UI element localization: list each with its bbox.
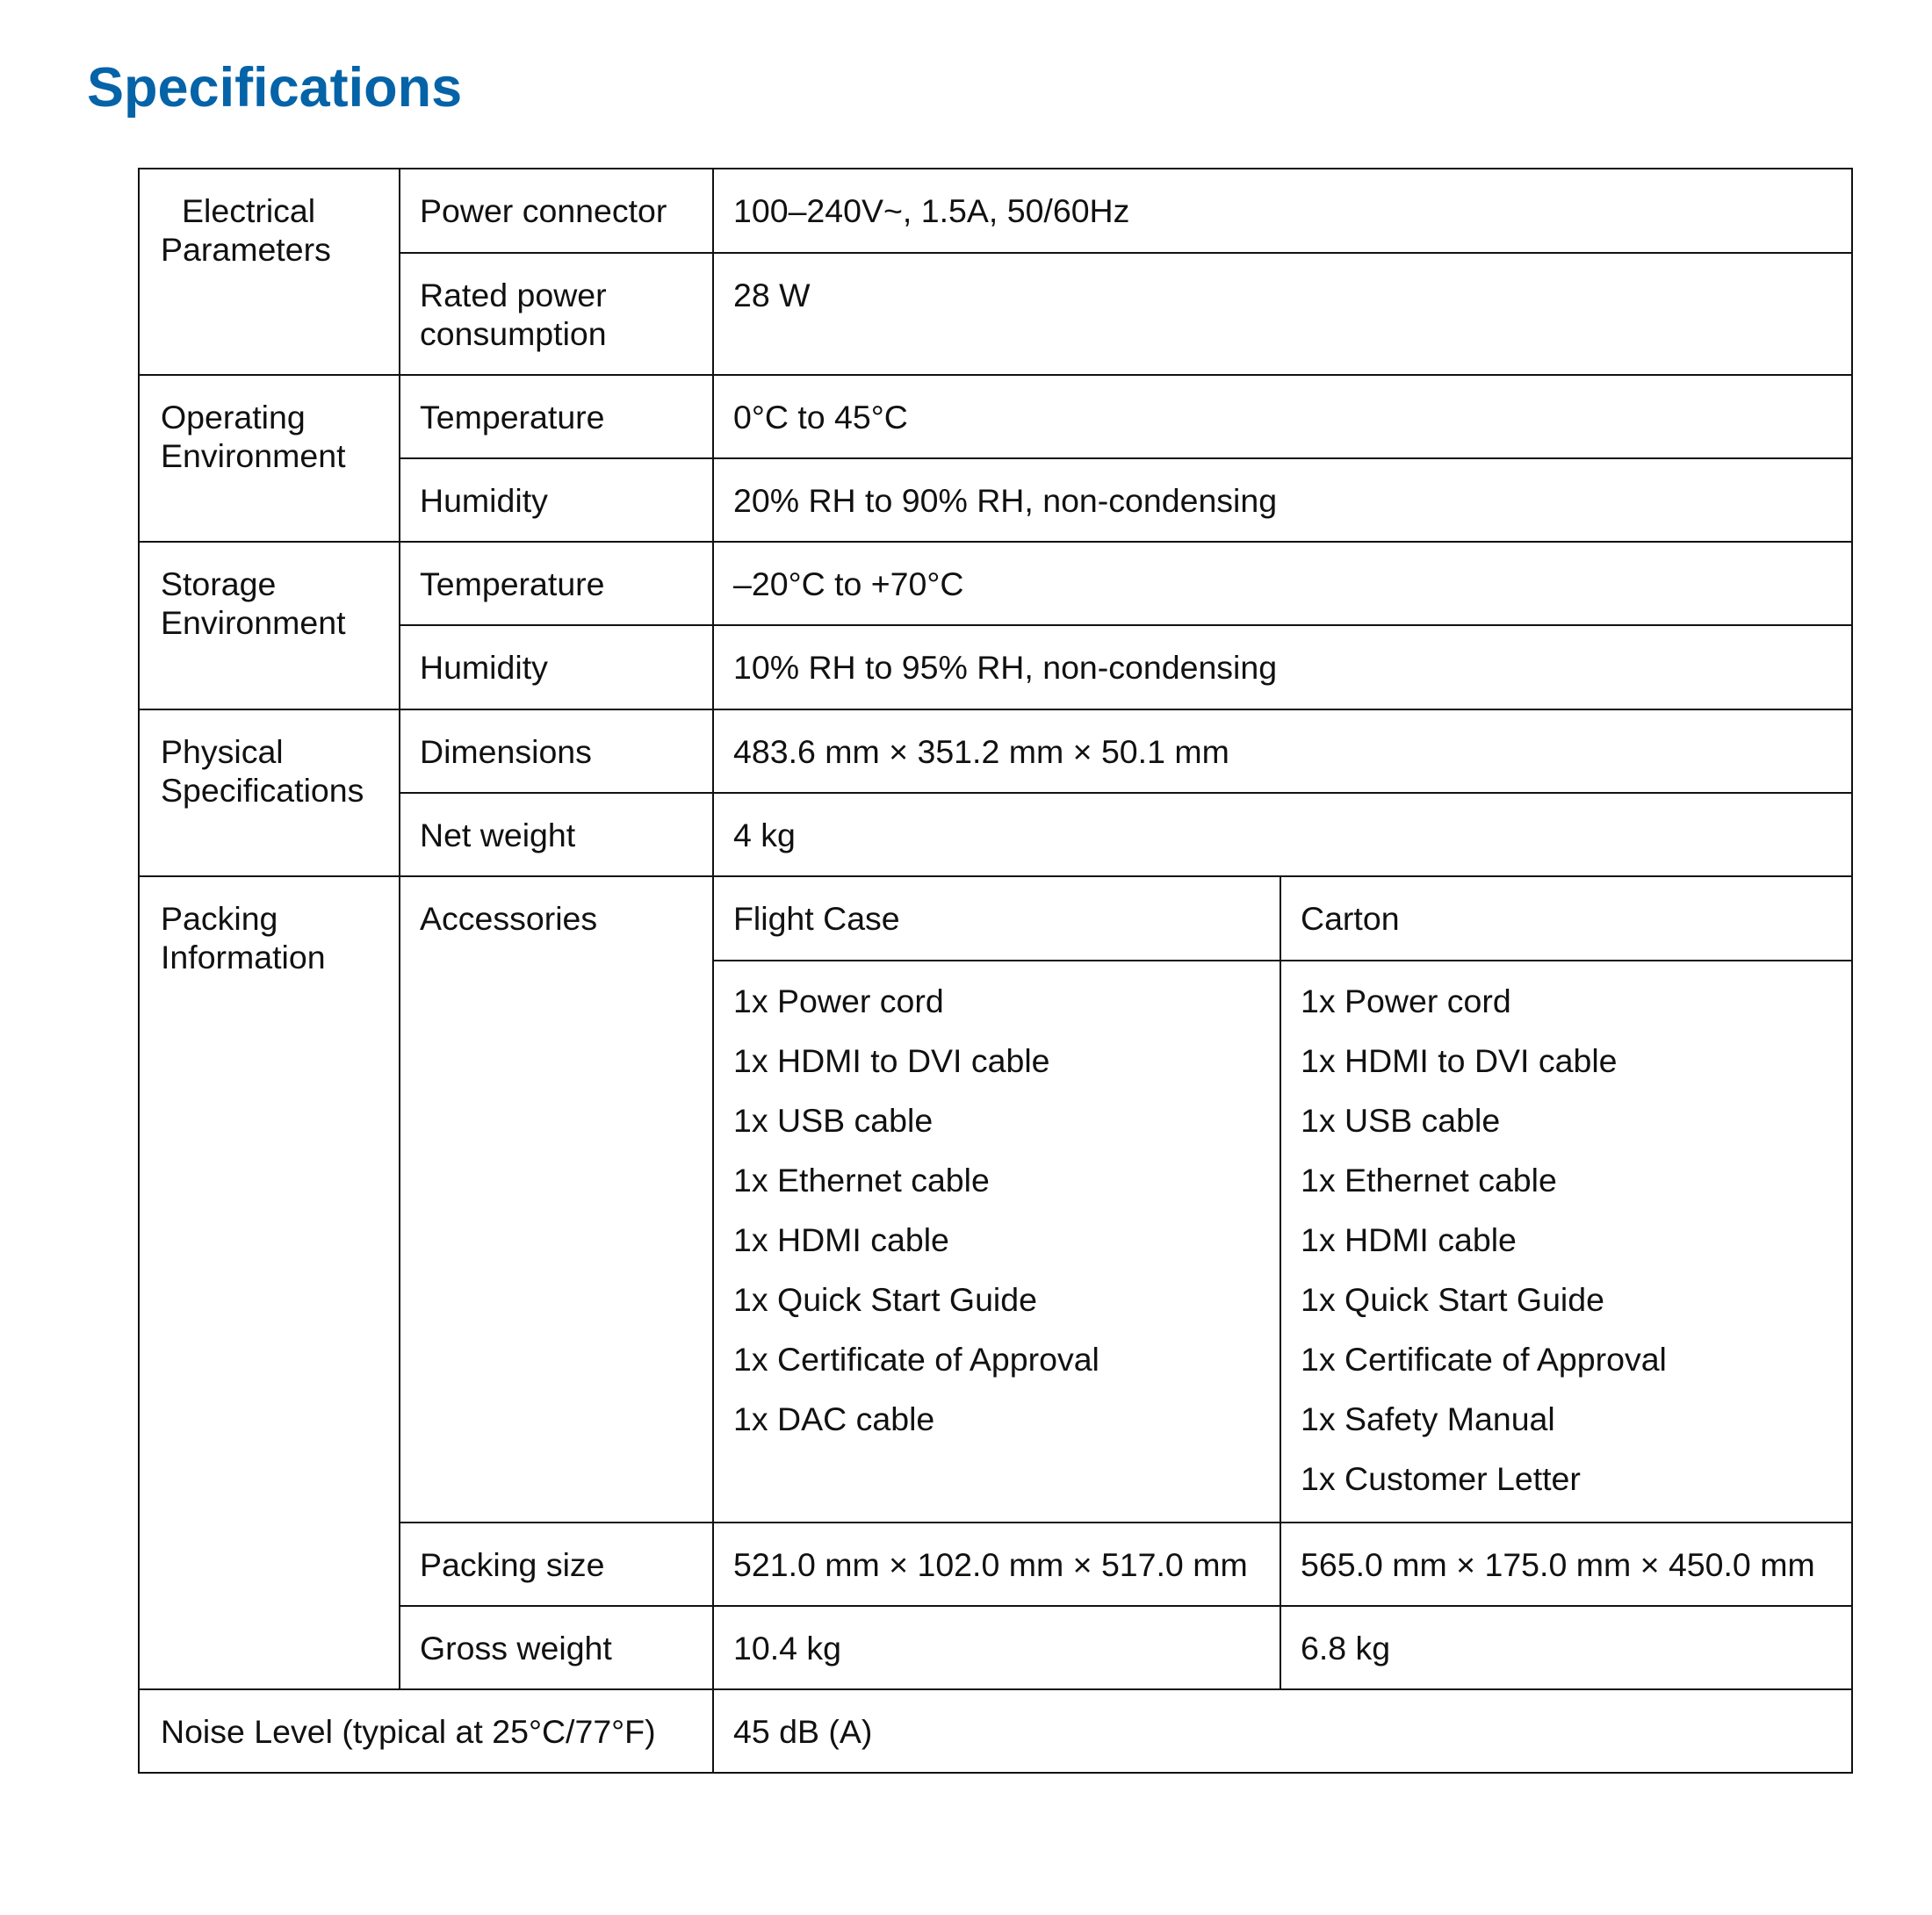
list-item: 1x Ethernet cable bbox=[733, 1162, 990, 1199]
row-label-storage-humidity: Humidity bbox=[399, 624, 714, 710]
column-header-flight-case: Flight Case bbox=[712, 875, 1281, 961]
list-item: 1x Safety Manual bbox=[1301, 1400, 1555, 1437]
list-item: 1x USB cable bbox=[1301, 1102, 1501, 1139]
row-value-packing-size-flight-case: 521.0 mm × 102.0 mm × 517.0 mm bbox=[712, 1522, 1281, 1607]
row-label-packing-size: Packing size bbox=[399, 1522, 714, 1607]
list-item: 1x Certificate of Approval bbox=[1301, 1341, 1667, 1378]
flight-case-accessories-list bbox=[712, 960, 1281, 1523]
list-item: 1x Ethernet cable bbox=[1301, 1162, 1557, 1199]
carton-accessories-list bbox=[1280, 960, 1853, 1523]
group-label: Electrical Parameters bbox=[161, 192, 331, 268]
row-value-gross-weight-flight-case: 10.4 kg bbox=[712, 1605, 1281, 1690]
row-value-noise-level: 45 dB (A) bbox=[712, 1688, 1853, 1774]
row-label-operating-temperature: Temperature bbox=[399, 374, 714, 459]
group-operating-environment: Operating Environment bbox=[138, 374, 400, 543]
row-value-packing-size-carton: 565.0 mm × 175.0 mm × 450.0 mm bbox=[1280, 1522, 1853, 1607]
row-value-net-weight: 4 kg bbox=[712, 792, 1853, 877]
group-electrical-parameters bbox=[138, 168, 400, 376]
list-item: 1x DAC cable bbox=[733, 1400, 935, 1437]
row-label-noise-level: Noise Level (typical at 25°C/77°F) bbox=[138, 1688, 714, 1774]
row-label-power-connector: Power connector bbox=[399, 168, 714, 254]
row-label-rated-power: Rated power consumption bbox=[399, 252, 714, 376]
column-header-carton: Carton bbox=[1280, 875, 1853, 961]
list-item: 1x HDMI cable bbox=[733, 1221, 949, 1258]
row-value-gross-weight-carton: 6.8 kg bbox=[1280, 1605, 1853, 1690]
row-label-storage-temperature: Temperature bbox=[399, 541, 714, 626]
row-label-accessories: Accessories bbox=[399, 875, 714, 1523]
row-label-operating-humidity: Humidity bbox=[399, 457, 714, 543]
row-label-gross-weight: Gross weight bbox=[399, 1605, 714, 1690]
row-value-storage-humidity: 10% RH to 95% RH, non-condensing bbox=[712, 624, 1853, 710]
list-item: 1x HDMI cable bbox=[1301, 1221, 1517, 1258]
row-value-operating-humidity: 20% RH to 90% RH, non-condensing bbox=[712, 457, 1853, 543]
page-title: Specifications bbox=[87, 57, 463, 119]
list-item: 1x HDMI to DVI cable bbox=[733, 1042, 1050, 1079]
list-item: 1x Quick Start Guide bbox=[1301, 1281, 1604, 1318]
list-item: 1x Certificate of Approval bbox=[733, 1341, 1099, 1378]
group-packing-information: Packing Information bbox=[138, 875, 400, 1690]
group-physical-specifications: Physical Specifications bbox=[138, 709, 400, 877]
row-value-storage-temperature: –20°C to +70°C bbox=[712, 541, 1853, 626]
row-value-dimensions: 483.6 mm × 351.2 mm × 50.1 mm bbox=[712, 709, 1853, 794]
list-item: 1x Quick Start Guide bbox=[733, 1281, 1037, 1318]
row-label-dimensions: Dimensions bbox=[399, 709, 714, 794]
row-label-net-weight: Net weight bbox=[399, 792, 714, 877]
row-value-power-connector: 100–240V~, 1.5A, 50/60Hz bbox=[712, 168, 1853, 254]
list-item: 1x Power cord bbox=[1301, 983, 1511, 1019]
group-storage-environment: Storage Environment bbox=[138, 541, 400, 710]
list-item: 1x Power cord bbox=[733, 983, 944, 1019]
list-item: 1x USB cable bbox=[733, 1102, 934, 1139]
list-item: 1x HDMI to DVI cable bbox=[1301, 1042, 1618, 1079]
list-item: 1x Customer Letter bbox=[1301, 1460, 1581, 1497]
row-value-operating-temperature: 0°C to 45°C bbox=[712, 374, 1853, 459]
row-value-rated-power: 28 W bbox=[712, 252, 1853, 376]
